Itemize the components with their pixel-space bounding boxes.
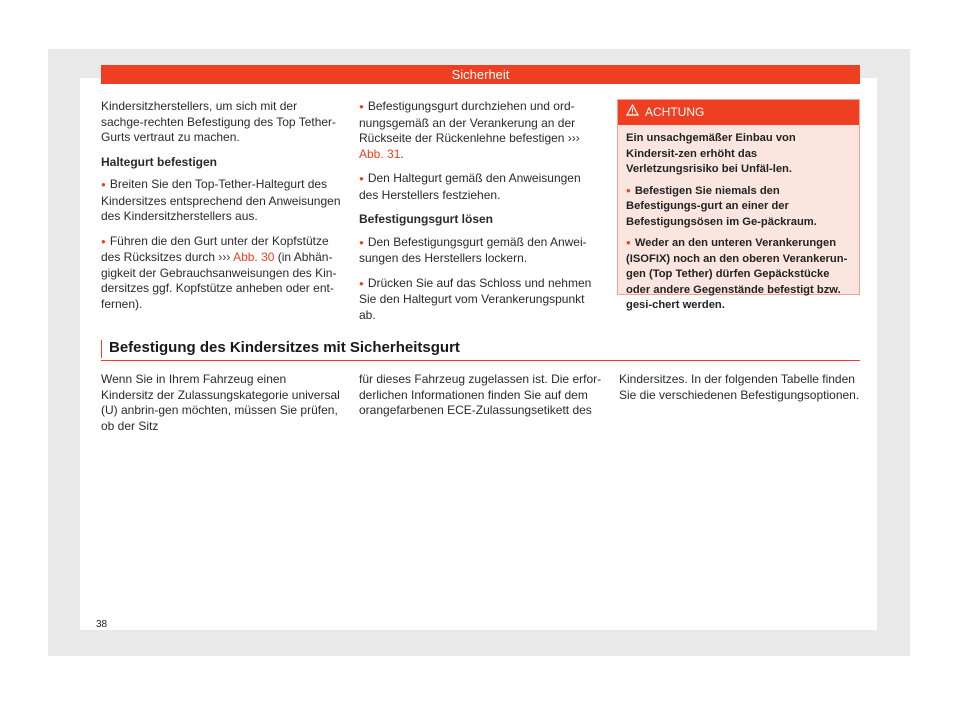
- figure-reference-label: Abb. 31: [359, 146, 401, 161]
- heading-befestigungsgurt-loesen: Befestigungsgurt lösen: [359, 212, 494, 226]
- column-2: [359, 99, 603, 332]
- section-column-1: Wenn Sie in Ihrem Fahrzeug einen Kindersitz der Zulassungskategorie universal (U) anbrin-gen möchten, müssen Sie prüfen, ob der Sitz: [101, 372, 340, 433]
- bullet-item: ● Den Befestigungsgurt gemäß den Anwei-sungen des Herstellers lockern.: [359, 235, 603, 267]
- warning-bullet: ● Befestigen Sie niemals den Befestigungs-gurt an einer der Befestigungsösen im Ge-päckraum.: [626, 184, 851, 231]
- section-heading: [101, 338, 860, 361]
- warning-header: [618, 100, 859, 125]
- intro-paragraph: Kindersitzherstellers, um sich mit der sachge-rechten Befestigung des Top Tether-Gurts vertraut zu machen.: [101, 99, 337, 144]
- reference-arrow-icon: ›››: [567, 131, 580, 145]
- warning-bullet: ● Weder an den unteren Verankerungen (ISOFIX) noch an den oberen Verankerun-gen (Top Tether) dürfen Gepäckstücke oder andere Gegenstände befestigt bzw. gesi-chert werden.: [626, 236, 851, 314]
- section-title: Befestigung des Kindersitzes mit Sicherheitsgurt: [109, 339, 460, 356]
- bullet-text: Befestigungsgurt durchziehen und ord-nungsgemäß an der Verankerung an der Rückseite der Rückenlehne befestigen: [359, 99, 576, 145]
- bullet-text: .: [400, 146, 404, 161]
- heading-haltegurt-befestigen: Haltegurt befestigen: [101, 154, 218, 169]
- bullet-item: [359, 99, 603, 162]
- column-1: [101, 99, 341, 321]
- bullet-text: (in Abhän-gigkeit der Gebrauchsanweisungen des Kin-dersitzes ggf. Kopfstütze anheben oder ent-fernen).: [101, 250, 337, 311]
- warning-title: ACHTUNG: [645, 105, 705, 119]
- section-accent-line: [101, 340, 102, 358]
- bullet-item: ● Drücken Sie auf das Schloss und nehmen Sie den Haltegurt vom Verankerungspunkt ab.: [359, 276, 603, 324]
- section-column-2: für dieses Fahrzeug zugelassen ist. Die erfor-derlichen Informationen finden Sie auf dem orangefarbenen ECE-Zulassungsetikett des: [359, 372, 602, 417]
- figure-reference-link[interactable]: [218, 250, 274, 264]
- reference-arrow-icon: ›››: [218, 250, 231, 264]
- bullet-item: ● Den Haltegurt gemäß den Anweisungen des Herstellers festziehen.: [359, 171, 603, 203]
- warning-text: Ein unsachgemäßer Einbau von Kindersit-zen erhöht das Verletzungsrisiko bei Unfäl-len.: [626, 132, 796, 175]
- bullet-text: Führen die den Gurt unter der Kopfstütze des Rücksitzes durch: [101, 233, 329, 264]
- warning-triangle-icon: [626, 100, 639, 125]
- page-number: 38: [96, 619, 108, 630]
- bullet-item: ● Breiten Sie den Top-Tether-Haltegurt des Kindersitzes entsprechend den Anweisungen des Kindersitzherstellers aus.: [101, 177, 341, 225]
- chapter-header: Sicherheit: [101, 65, 860, 84]
- warning-box: [617, 99, 860, 311]
- section-column-3: Kindersitzes. In der folgenden Tabelle finden Sie die verschiedenen Befestigungsoptionen.: [619, 372, 860, 402]
- bullet-item: [101, 234, 341, 313]
- warning-body: [618, 125, 859, 314]
- figure-reference-label: Abb. 30: [233, 250, 275, 264]
